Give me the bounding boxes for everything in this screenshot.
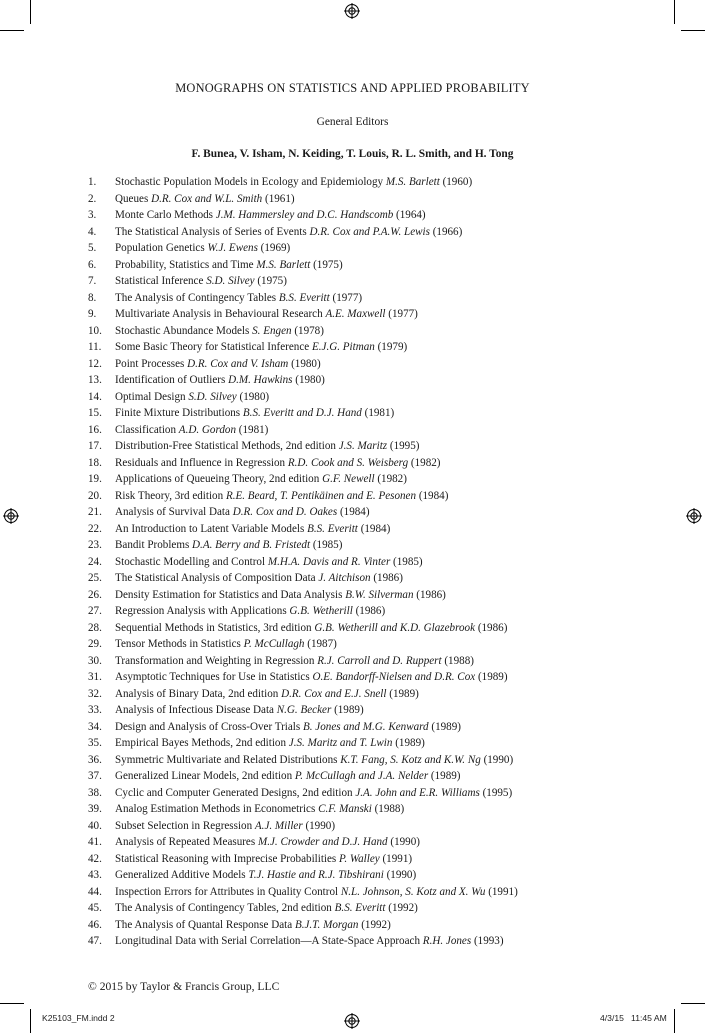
book-author: T.J. Hastie and R.J. Tibshirani: [248, 869, 384, 881]
book-title: Probability, Statistics and Time: [115, 258, 254, 271]
book-num: 9.: [88, 308, 97, 320]
book-year: (1992): [388, 902, 418, 914]
book-title: Sequential Methods in Statistics, 3rd edition: [115, 621, 312, 634]
book-title: Analysis of Binary Data, 2nd edition: [115, 687, 279, 700]
book-title: Inspection Errors for Attributes in Quality Control: [115, 885, 339, 898]
list-item: [88, 356, 688, 373]
book-year: (1975): [257, 275, 287, 287]
book-author: B.J.T. Morgan: [294, 918, 359, 931]
book-num: 35.: [88, 737, 102, 749]
book-year: (1988): [374, 803, 405, 815]
book-num: 5.: [88, 242, 97, 254]
book-author: A.E. Maxwell: [325, 308, 386, 320]
book-author: B.S. Everitt: [334, 902, 386, 914]
list-item: [88, 801, 688, 818]
list-item: [88, 273, 688, 290]
list-item: [88, 768, 688, 785]
book-num: 41.: [88, 836, 102, 848]
book-title: Cyclic and Computer Generated Designs, 2nd edition: [115, 786, 353, 799]
book-title: Symmetric Multivariate and Related Distributions: [115, 753, 338, 766]
book-year: (1960): [442, 176, 473, 188]
book-author: R.H. Jones: [422, 935, 472, 947]
registration-mark-icon: [344, 3, 360, 19]
book-num: 25.: [88, 572, 102, 584]
book-num: 36.: [88, 753, 102, 766]
book-title: Population Genetics: [115, 242, 205, 254]
book-num: 21.: [88, 506, 102, 518]
general-editors-label: General Editors: [316, 116, 389, 128]
book-title: Statistical Reasoning with Imprecise Probabilities: [115, 852, 337, 865]
book-year: (1986): [373, 572, 403, 584]
book-year: (1978): [294, 324, 324, 337]
book-year: (1980): [239, 390, 270, 403]
book-author: R.J. Carroll and D. Ruppert: [317, 654, 442, 667]
list-item: [88, 587, 688, 604]
list-item: [88, 669, 688, 686]
book-title: Queues: [115, 192, 149, 205]
book-year: (1986): [355, 605, 386, 617]
book-title: The Analysis of Contingency Tables, 2nd edition: [115, 902, 332, 914]
book-title: Point Processes: [115, 357, 185, 370]
book-author: D.R. Cox and D. Oakes: [232, 506, 338, 518]
book-num: 29.: [88, 638, 102, 650]
crop-mark: [681, 30, 705, 31]
book-author: D.R. Cox and E.J. Snell: [281, 687, 387, 700]
list-item: [88, 867, 688, 884]
book-num: 45.: [88, 902, 102, 914]
list-item: [88, 686, 688, 703]
book-author: J.A. John and E.R. Williams: [355, 786, 480, 799]
book-author: P. McCullagh: [243, 638, 305, 650]
book-title: Regression Analysis with Applications: [115, 605, 287, 617]
book-num: 14.: [88, 390, 102, 403]
book-title: Applications of Queueing Theory, 2nd edition: [115, 473, 320, 485]
book-num: 33.: [88, 704, 102, 716]
book-num: 23.: [88, 539, 102, 551]
book-title: The Statistical Analysis of Composition Data: [115, 572, 316, 584]
book-year: (1980): [291, 357, 321, 370]
book-num: 12.: [88, 357, 102, 370]
list-item: [88, 438, 688, 455]
book-year: (1961): [265, 192, 295, 205]
book-year: (1989): [395, 737, 425, 749]
book-title: Generalized Linear Models, 2nd edition: [115, 770, 293, 782]
book-year: (1975): [313, 258, 343, 271]
list-item: [88, 207, 688, 224]
list-item: [88, 884, 688, 901]
monograph-list: [88, 174, 688, 950]
list-item: [88, 389, 688, 406]
list-item: [88, 818, 688, 835]
book-year: (1964): [396, 209, 426, 221]
book-author: D.R. Cox and V. Isham: [187, 357, 289, 370]
book-author: G.F. Newell: [322, 473, 375, 485]
book-num: 27.: [88, 605, 102, 617]
book-title: Generalized Additive Models: [115, 869, 246, 881]
list-item: [88, 702, 688, 719]
book-title: Density Estimation for Statistics and Data Analysis: [115, 588, 343, 601]
book-author: K.T. Fang, S. Kotz and K.W. Ng: [340, 753, 481, 766]
book-num: 8.: [88, 291, 97, 304]
list-item: [88, 504, 688, 521]
book-author: B.S. Everitt: [278, 291, 330, 304]
book-year: (1966): [432, 225, 463, 238]
book-num: 2.: [88, 192, 97, 205]
book-author: R.E. Beard, T. Pentikäinen and E. Pesonen: [225, 489, 417, 502]
book-author: M.J. Crowder and D.J. Hand: [257, 836, 388, 848]
registration-mark-icon: [3, 508, 19, 524]
book-title: Distribution-Free Statistical Methods, 2nd edition: [115, 440, 336, 452]
book-year: (1981): [364, 407, 395, 419]
book-year: (1985): [312, 539, 343, 551]
book-year: (1987): [307, 638, 337, 650]
book-author: B.S. Everitt: [307, 522, 358, 535]
book-author: J.S. Maritz: [338, 440, 388, 452]
book-title: Asymptotic Techniques for Use in Statistics: [115, 671, 310, 683]
book-num: 24.: [88, 555, 102, 568]
list-item: [88, 306, 688, 323]
book-author: J.M. Hammersley and D.C. Handscomb: [215, 209, 394, 221]
book-year: (1985): [393, 555, 423, 568]
book-author: A.J. Miller: [254, 819, 303, 832]
book-title: Identification of Outliers: [115, 374, 226, 386]
book-title: Finite Mixture Distributions: [115, 407, 241, 419]
book-num: 38.: [88, 786, 102, 799]
book-title: Stochastic Population Models in Ecology and Epidemiology: [115, 176, 384, 188]
book-title: Classification: [115, 423, 177, 436]
list-item: [88, 257, 688, 274]
crop-mark: [0, 30, 24, 31]
crop-mark: [30, 1009, 31, 1033]
list-item: [88, 554, 688, 571]
list-item: [88, 735, 688, 752]
list-item: [88, 339, 688, 356]
book-author: J. Aitchison: [318, 572, 371, 584]
book-num: 17.: [88, 440, 102, 452]
crop-mark: [674, 0, 675, 24]
book-num: 4.: [88, 225, 97, 238]
list-item: [88, 653, 688, 670]
book-author: B. Jones and M.G. Kenward: [302, 720, 429, 733]
list-item: [88, 521, 688, 538]
book-num: 6.: [88, 258, 97, 271]
book-year: (1986): [416, 588, 446, 601]
book-num: 34.: [88, 720, 102, 733]
book-year: (1988): [444, 654, 474, 667]
book-year: (1989): [431, 720, 461, 733]
book-num: 32.: [88, 687, 102, 700]
book-author: D.A. Berry and B. Fristedt: [192, 539, 311, 551]
book-title: Analysis of Repeated Measures: [115, 836, 256, 848]
list-item: [88, 933, 688, 950]
book-author: S.D. Silvey: [188, 390, 237, 403]
book-year: (1990): [483, 753, 514, 766]
book-title: Transformation and Weighting in Regression: [115, 654, 315, 667]
book-title: Design and Analysis of Cross-Over Trials: [115, 720, 301, 733]
registration-mark-icon: [686, 508, 702, 524]
book-num: 20.: [88, 489, 102, 502]
book-title: Monte Carlo Methods: [115, 209, 213, 221]
book-year: (1979): [377, 341, 408, 353]
book-year: (1991): [488, 885, 518, 898]
book-num: 18.: [88, 456, 102, 469]
book-title: Stochastic Modelling and Control: [115, 555, 266, 568]
slug-date: 4/3/15 11:45 AM: [600, 1013, 667, 1023]
crop-mark: [681, 1003, 705, 1004]
book-year: (1969): [260, 242, 291, 254]
book-year: (1977): [332, 291, 363, 304]
list-item: [88, 174, 688, 191]
book-author: M.S. Barlett: [256, 258, 311, 271]
list-item: [88, 372, 688, 389]
list-item: [88, 405, 688, 422]
book-year: (1980): [295, 374, 325, 386]
book-num: 10.: [88, 324, 102, 337]
book-title: Analog Estimation Methods in Econometrics: [115, 803, 316, 815]
book-title: Stochastic Abundance Models: [115, 324, 250, 337]
list-item: [88, 851, 688, 868]
book-year: (1990): [390, 836, 420, 848]
book-author: N.G. Becker: [276, 704, 332, 716]
list-item: [88, 191, 688, 208]
book-num: 7.: [88, 275, 97, 287]
list-item: [88, 455, 688, 472]
book-year: (1981): [238, 423, 269, 436]
book-title: Longitudinal Data with Serial Correlation—A State-Space Approach: [115, 935, 421, 947]
book-num: 37.: [88, 770, 102, 782]
book-year: (1982): [410, 456, 441, 469]
book-title: Residuals and Influence in Regression: [115, 456, 286, 469]
list-item: [88, 290, 688, 307]
list-item: [88, 900, 688, 917]
book-num: 13.: [88, 374, 102, 386]
list-item: [88, 785, 688, 802]
list-item: [88, 240, 688, 257]
book-year: (1989): [334, 704, 364, 716]
book-num: 11.: [88, 341, 102, 353]
list-item: [88, 323, 688, 340]
book-author: D.R. Cox and P.A.W. Lewis: [309, 225, 430, 238]
book-num: 19.: [88, 473, 102, 485]
book-author: D.R. Cox and W.L. Smith: [151, 192, 263, 205]
book-title: The Statistical Analysis of Series of Events: [115, 225, 307, 238]
book-num: 16.: [88, 423, 102, 436]
book-author: E.J.G. Pitman: [311, 341, 375, 353]
book-year: (1993): [473, 935, 504, 947]
book-author: A.D. Gordon: [178, 423, 237, 436]
book-year: (1982): [377, 473, 407, 485]
book-author: G.B. Wetherill and K.D. Glazebrook: [314, 621, 476, 634]
list-item: [88, 636, 688, 653]
copyright-notice: © 2015 by Taylor & Francis Group, LLC: [88, 980, 280, 993]
book-author: S.D. Silvey: [206, 275, 255, 287]
book-num: 43.: [88, 869, 102, 881]
list-item: [88, 917, 688, 934]
book-title: Analysis of Infectious Disease Data: [115, 704, 274, 716]
book-year: (1995): [389, 440, 420, 452]
book-year: (1989): [389, 687, 419, 700]
registration-mark-icon: [344, 1013, 360, 1029]
book-num: 44.: [88, 885, 102, 898]
book-num: 28.: [88, 621, 102, 634]
book-num: 30.: [88, 654, 102, 667]
book-author: M.H.A. Davis and R. Vinter: [267, 555, 391, 568]
book-year: (1977): [388, 308, 418, 320]
book-year: (1989): [430, 770, 461, 782]
book-year: (1984): [418, 489, 449, 502]
book-author: P. Walley: [339, 852, 380, 865]
book-num: 22.: [88, 522, 102, 535]
book-num: 15.: [88, 407, 102, 419]
crop-mark: [30, 0, 31, 24]
book-author: C.F. Manski: [318, 803, 372, 815]
book-num: 1.: [88, 176, 97, 188]
crop-mark: [674, 1009, 675, 1033]
series-heading: MONOGRAPHS ON STATISTICS AND APPLIED PROBABILITY: [175, 81, 530, 95]
book-author: S. Engen: [252, 324, 292, 337]
book-year: (1984): [339, 506, 370, 518]
list-item: [88, 834, 688, 851]
list-item: [88, 570, 688, 587]
list-item: [88, 719, 688, 736]
book-author: B.S. Everitt and D.J. Hand: [242, 407, 362, 419]
book-title: The Analysis of Contingency Tables: [115, 291, 277, 304]
book-year: (1990): [305, 819, 336, 832]
book-title: Optimal Design: [115, 390, 186, 403]
list-item: [88, 752, 688, 769]
book-year: (1984): [360, 522, 391, 535]
book-author: G.B. Wetherill: [289, 605, 353, 617]
book-author: P. McCullagh and J.A. Nelder: [294, 770, 429, 782]
list-item: [88, 488, 688, 505]
book-title: Tensor Methods in Statistics: [115, 638, 241, 650]
book-title: The Analysis of Quantal Response Data: [115, 918, 293, 931]
book-title: Analysis of Survival Data: [115, 506, 230, 518]
list-item: [88, 471, 688, 488]
book-year: (1989): [477, 671, 508, 683]
book-num: 40.: [88, 819, 102, 832]
list-item: [88, 620, 688, 637]
book-year: (1986): [477, 621, 508, 634]
list-item: [88, 224, 688, 241]
book-year: (1992): [361, 918, 391, 931]
book-author: N.L. Johnson, S. Kotz and X. Wu: [340, 885, 486, 898]
book-title: Empirical Bayes Methods, 2nd edition: [115, 737, 286, 749]
book-num: 39.: [88, 803, 102, 815]
book-author: B.W. Silverman: [345, 588, 414, 601]
book-num: 31.: [88, 671, 102, 683]
book-author: D.M. Hawkins: [228, 374, 293, 386]
book-title: Bandit Problems: [115, 539, 190, 551]
list-item: [88, 603, 688, 620]
book-num: 47.: [88, 935, 102, 947]
book-year: (1991): [382, 852, 413, 865]
book-num: 3.: [88, 209, 97, 221]
book-num: 46.: [88, 918, 102, 931]
book-author: J.S. Maritz and T. Lwin: [288, 737, 393, 749]
list-item: [88, 537, 688, 554]
book-author: O.E. Bandorff-Nielsen and D.R. Cox: [312, 671, 476, 683]
list-item: [88, 422, 688, 439]
book-year: (1990): [386, 869, 417, 881]
slug-filename: K25103_FM.indd 2: [42, 1013, 115, 1023]
book-title: Subset Selection in Regression: [115, 819, 253, 832]
book-author: W.J. Ewens: [207, 242, 258, 254]
book-title: An Introduction to Latent Variable Models: [115, 522, 305, 535]
book-author: M.S. Barlett: [385, 176, 440, 188]
book-title: Statistical Inference: [115, 275, 204, 287]
book-year: (1995): [482, 786, 513, 799]
book-author: R.D. Cook and S. Weisberg: [287, 456, 409, 469]
book-title: Risk Theory, 3rd edition: [115, 489, 224, 502]
crop-mark: [0, 1003, 24, 1004]
book-title: Multivariate Analysis in Behavioural Research: [115, 308, 323, 320]
book-num: 26.: [88, 588, 102, 601]
book-num: 42.: [88, 852, 102, 865]
editors-names: F. Bunea, V. Isham, N. Keiding, T. Louis, R. L. Smith, and H. Tong: [191, 148, 514, 160]
book-title: Some Basic Theory for Statistical Inference: [115, 341, 310, 353]
